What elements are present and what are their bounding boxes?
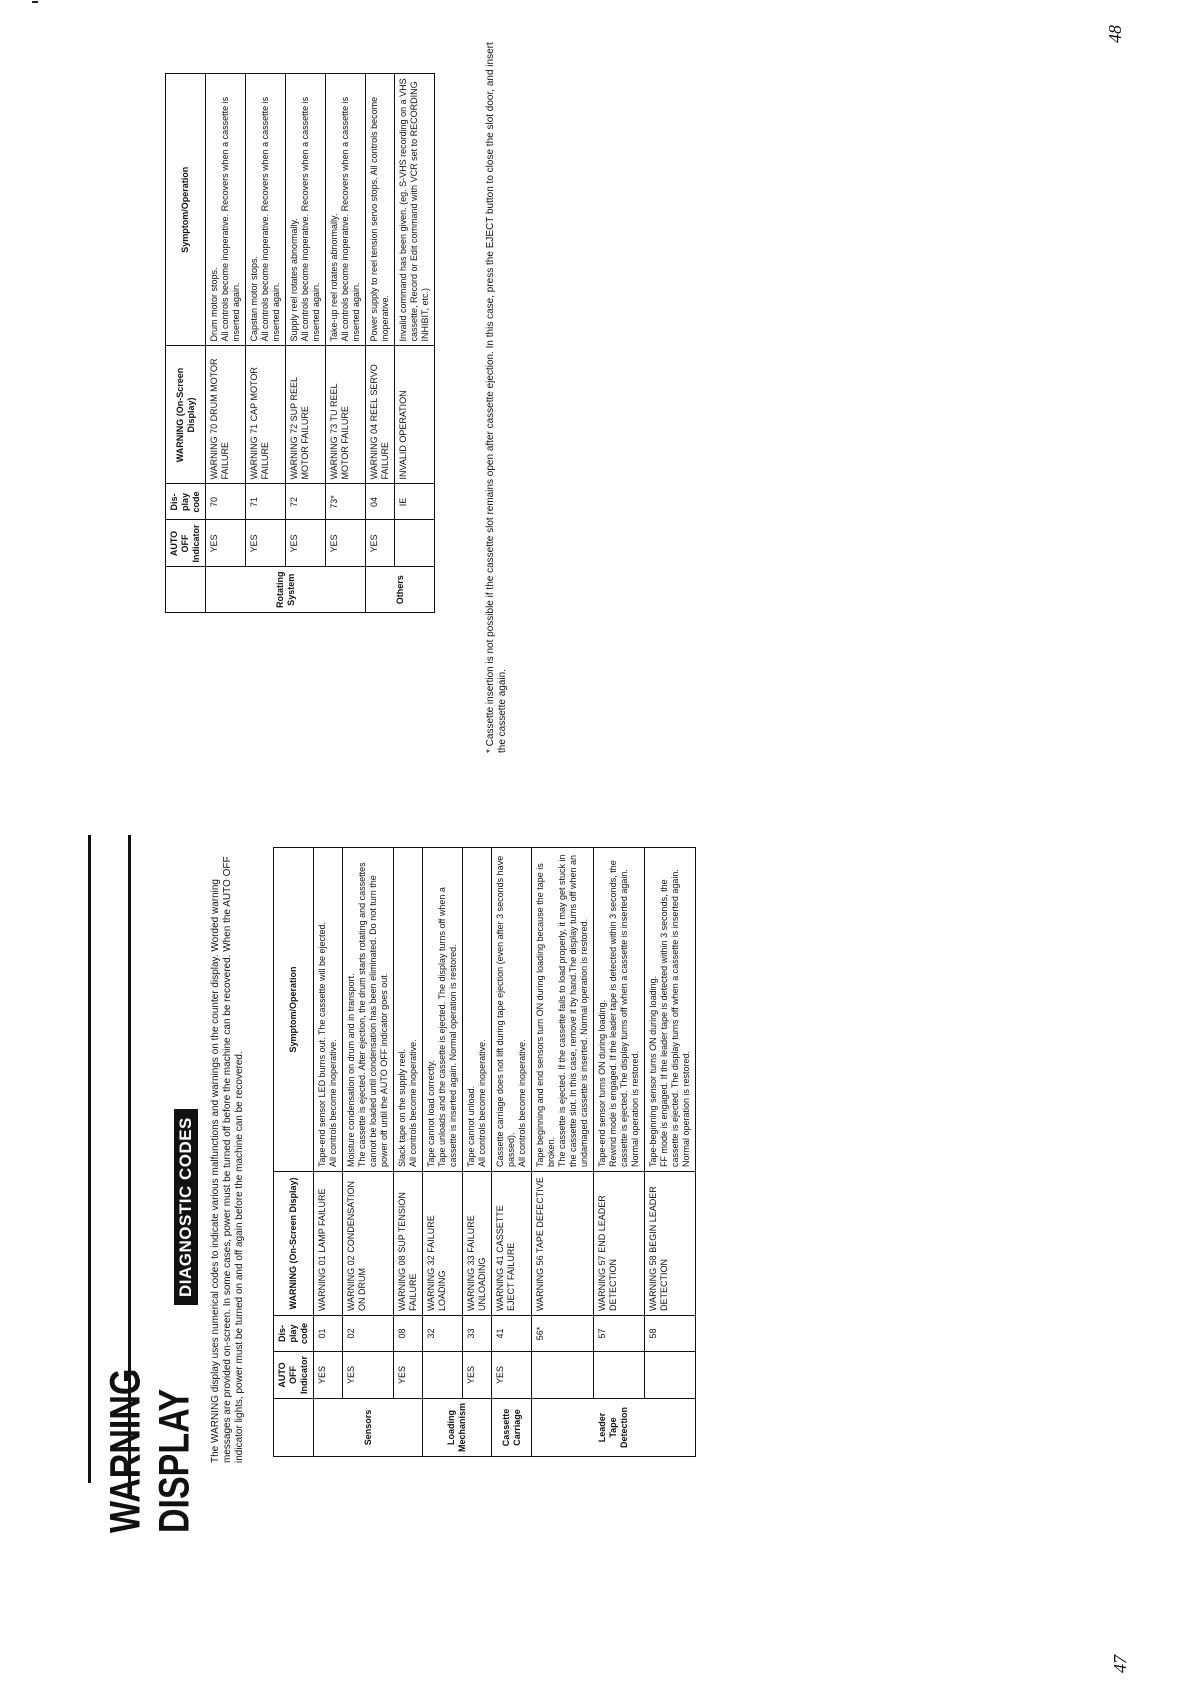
warning-cell: WARNING 58 BEGIN LEADER DETECTION <box>645 1171 696 1315</box>
table-row <box>394 848 423 1457</box>
code-cell: 58 <box>645 1315 696 1351</box>
symptom-line: All controls become inoperative. Recovers when a cassette is inserted again. <box>340 96 361 342</box>
symptom-cell <box>366 74 395 347</box>
title-rule-top <box>88 835 91 1483</box>
warning-cell: WARNING 08 SUP TENSION FAILURE <box>394 1171 423 1315</box>
warning-cell: WARNING 01 LAMP FAILURE <box>314 1171 343 1315</box>
auto-off-cell: YES <box>394 1351 423 1398</box>
category-cell: Others <box>366 567 435 613</box>
header-symptom: Symptom/Operation <box>274 848 314 1172</box>
table-row <box>206 74 246 613</box>
warning-cell: WARNING 71 CAP MOTOR FAILURE <box>246 346 286 484</box>
symptom-cell <box>423 848 463 1172</box>
code-cell: 02 <box>343 1315 394 1351</box>
header-category <box>166 567 206 613</box>
symptom-line: Tape beginning and end sensors turn ON during loading because the tape is broken. <box>535 863 556 1167</box>
category-cell: Cassette Carriage <box>492 1398 532 1456</box>
symptom-line: Tape-end sensor turns ON during loading. <box>597 999 607 1167</box>
table-row <box>492 848 532 1457</box>
auto-off-cell: YES <box>326 520 366 567</box>
header-auto-off: AUTO OFF Indicator <box>274 1351 314 1398</box>
auto-off-cell: YES <box>314 1351 343 1398</box>
table-row <box>343 848 394 1457</box>
symptom-cell <box>594 848 645 1172</box>
symptom-cell <box>246 74 286 347</box>
warning-cell: WARNING 32 FAILURE LOADING <box>423 1171 463 1315</box>
footnote: * Cassette insertion is not possible if the cassette slot remains open after cassette ejection. In this case, press the EJECT button to close the slot door, and insert the cassette again. <box>485 42 508 753</box>
code-cell: 70 <box>206 484 246 520</box>
symptom-line: Power supply to reel tension servo stops. All controls become inoperative. <box>369 96 390 342</box>
table-header-row <box>274 848 314 1457</box>
symptom-cell <box>463 848 492 1172</box>
code-cell: 01 <box>314 1315 343 1351</box>
code-cell: 56* <box>532 1315 594 1351</box>
symptom-line: Rewind mode is engaged. If the leader tape is detected within 3 seconds, the cassette is ejected. The display turns off when a cassette is inserted again. Normal operation is restored. <box>608 860 640 1167</box>
warning-cell: WARNING 56 TAPE DEFECTIVE <box>532 1171 594 1315</box>
symptom-line: All controls become inoperative. <box>328 1039 338 1167</box>
auto-off-cell: YES <box>366 520 395 567</box>
code-cell: 41 <box>492 1315 532 1351</box>
code-cell: 71 <box>246 484 286 520</box>
symptom-line: The cassette is ejected. After ejection, the drum starts rotating and cassettes cannot be loaded until condensation has been eliminated. Do not turn the power off until the AUTO OFF indicator goes out. <box>357 862 389 1167</box>
symptom-line: All controls become inoperative. Recovers when a cassette is inserted again. <box>300 96 321 342</box>
header-warning: WARNING (On-Screen Display) <box>166 346 206 484</box>
warning-cell: WARNING 72 SUP REEL MOTOR FAILURE <box>286 346 326 484</box>
symptom-line: Tape unloads and the cassette is ejected. The display turns off when a cassette is inserted again. Normal operation is restored. <box>437 887 458 1167</box>
symptom-line: The cassette is ejected. If the cassette fails to load properly, it may get stuck in the cassette slot. In this case, remove it by hand.The display turns off when an undamaged cassette is inserted. Normal operation is restored. <box>557 854 589 1167</box>
code-cell: 72 <box>286 484 326 520</box>
symptom-cell <box>492 848 532 1172</box>
category-cell: Rotating System <box>206 567 366 613</box>
warning-cell: WARNING 41 CASSETTE EJECT FAILURE <box>492 1171 532 1315</box>
auto-off-cell <box>395 520 435 567</box>
header-auto-off: AUTO OFF Indicator <box>166 520 206 567</box>
intro-paragraph: The WARNING display uses numerical codes to indicate various malfunctions and warnings on the counter display. Worded warning messages are provided on-screen. In some cases, power must be turned off before the machine can be recovered. When the AUTO OFF indicator lights, power must be turned on and off again before the machine can be recovered. <box>210 856 245 1463</box>
warning-cell: WARNING 33 FAILURE UNLOADING <box>463 1171 492 1315</box>
warning-cell: WARNING 73 TU REEL MOTOR FAILURE <box>326 346 366 484</box>
section-subtitle: DIAGNOSTIC CODES <box>174 1109 198 1305</box>
symptom-line: All controls become inoperative. <box>408 1039 418 1167</box>
auto-off-cell: YES <box>463 1351 492 1398</box>
warning-cell: WARNING 70 DRUM MOTOR FAILURE <box>206 346 246 484</box>
table-row <box>366 74 395 613</box>
table-row <box>463 848 492 1457</box>
symptom-line: Tape cannot unload. <box>466 1085 476 1167</box>
header-code: Dis- play code <box>274 1315 314 1351</box>
auto-off-cell: YES <box>492 1351 532 1398</box>
auto-off-cell: YES <box>286 520 326 567</box>
auto-off-cell <box>645 1351 696 1398</box>
page-number-right: 48 <box>1105 25 1125 43</box>
table-row <box>532 848 594 1457</box>
code-cell: 08 <box>394 1315 423 1351</box>
diagnostic-table-right <box>165 73 435 613</box>
table-row <box>423 848 463 1457</box>
scan-speck <box>32 1 38 3</box>
table-row <box>395 74 435 613</box>
symptom-cell <box>532 848 594 1172</box>
auto-off-cell <box>423 1351 463 1398</box>
warning-cell: WARNING 04 REEL SERVO FAILURE <box>366 346 395 484</box>
symptom-line: All controls become inoperative. <box>477 1039 487 1167</box>
symptom-cell <box>394 848 423 1172</box>
symptom-line: Tape-end sensor LED burns out. The cassette will be ejected. <box>317 922 327 1167</box>
symptom-cell <box>343 848 394 1172</box>
symptom-line: Take-up reel rotates abnormally. <box>329 213 339 342</box>
table-body-right <box>206 74 435 613</box>
warning-cell: WARNING 02 CONDENSATION ON DRUM <box>343 1171 394 1315</box>
auto-off-cell: YES <box>343 1351 394 1398</box>
page-number-left: 47 <box>1110 1655 1130 1673</box>
code-cell: IE <box>395 484 435 520</box>
auto-off-cell: YES <box>206 520 246 567</box>
header-category <box>274 1398 314 1456</box>
symptom-cell <box>395 74 435 347</box>
symptom-line: All controls become inoperative. Recovers when a cassette is inserted again. <box>260 96 281 342</box>
code-cell: 57 <box>594 1315 645 1351</box>
code-cell: 32 <box>423 1315 463 1351</box>
table-row <box>314 848 343 1457</box>
diagnostic-table-left <box>273 847 696 1457</box>
table-body-left <box>314 848 696 1457</box>
auto-off-cell: YES <box>246 520 286 567</box>
symptom-line: All controls become inoperative. <box>517 1039 527 1167</box>
table-row <box>286 74 326 613</box>
table-row <box>326 74 366 613</box>
header-symptom: Symptom/Operation <box>166 74 206 347</box>
header-code: Dis- play code <box>166 484 206 520</box>
symptom-line: Tape-beginning sensor turns ON during loading. <box>648 975 658 1167</box>
code-cell: 73* <box>326 484 366 520</box>
category-cell: Sensors <box>314 1398 423 1456</box>
category-cell: Loading Mechanism <box>423 1398 492 1456</box>
warning-cell: INVALID OPERATION <box>395 346 435 484</box>
auto-off-cell <box>594 1351 645 1398</box>
code-cell: 04 <box>366 484 395 520</box>
table-row <box>594 848 645 1457</box>
symptom-line: Supply reel rotates abnormally. <box>289 218 299 342</box>
symptom-line: Slack tape on the supply reel. <box>397 1048 407 1167</box>
symptom-line: Tape cannot load correctly. <box>426 1060 436 1167</box>
symptom-cell <box>645 848 696 1172</box>
page-title: WARNING DISPLAY <box>102 1368 199 1533</box>
symptom-line: Moisture condensation on drum and in transport. <box>346 973 356 1167</box>
table-row <box>645 848 696 1457</box>
table-row <box>246 74 286 613</box>
symptom-line: Cassette carriage does not lift during tape ejection (even after 3 seconds have passed). <box>495 855 516 1167</box>
code-cell: 33 <box>463 1315 492 1351</box>
symptom-line: Invalid command has been given. (eg. S-VHS recording on a VHS cassette, Record or Edit command with VCR set to RECORDING INHIBIT, etc.) <box>398 78 430 342</box>
header-warning: WARNING (On-Screen Display) <box>274 1171 314 1315</box>
symptom-cell <box>206 74 246 347</box>
symptom-line: Capstan motor stops. <box>249 255 259 342</box>
symptom-line: Drum motor stops. <box>209 267 219 342</box>
warning-cell: WARNING 57 END LEADER DETECTION <box>594 1171 645 1315</box>
symptom-cell <box>286 74 326 347</box>
symptom-cell <box>326 74 366 347</box>
symptom-cell <box>314 848 343 1172</box>
auto-off-cell <box>532 1351 594 1398</box>
symptom-line: All controls become inoperative. Recovers when a cassette is inserted again. <box>220 96 241 342</box>
symptom-line: FF mode is engaged. If the leader tape is detected within 3 seconds, the cassette is ejected. The display turns off when a cassette is inserted again. Normal operation is restored. <box>659 869 691 1167</box>
table-header-row <box>166 74 206 613</box>
category-cell: Leader Tape Detection <box>532 1398 696 1456</box>
